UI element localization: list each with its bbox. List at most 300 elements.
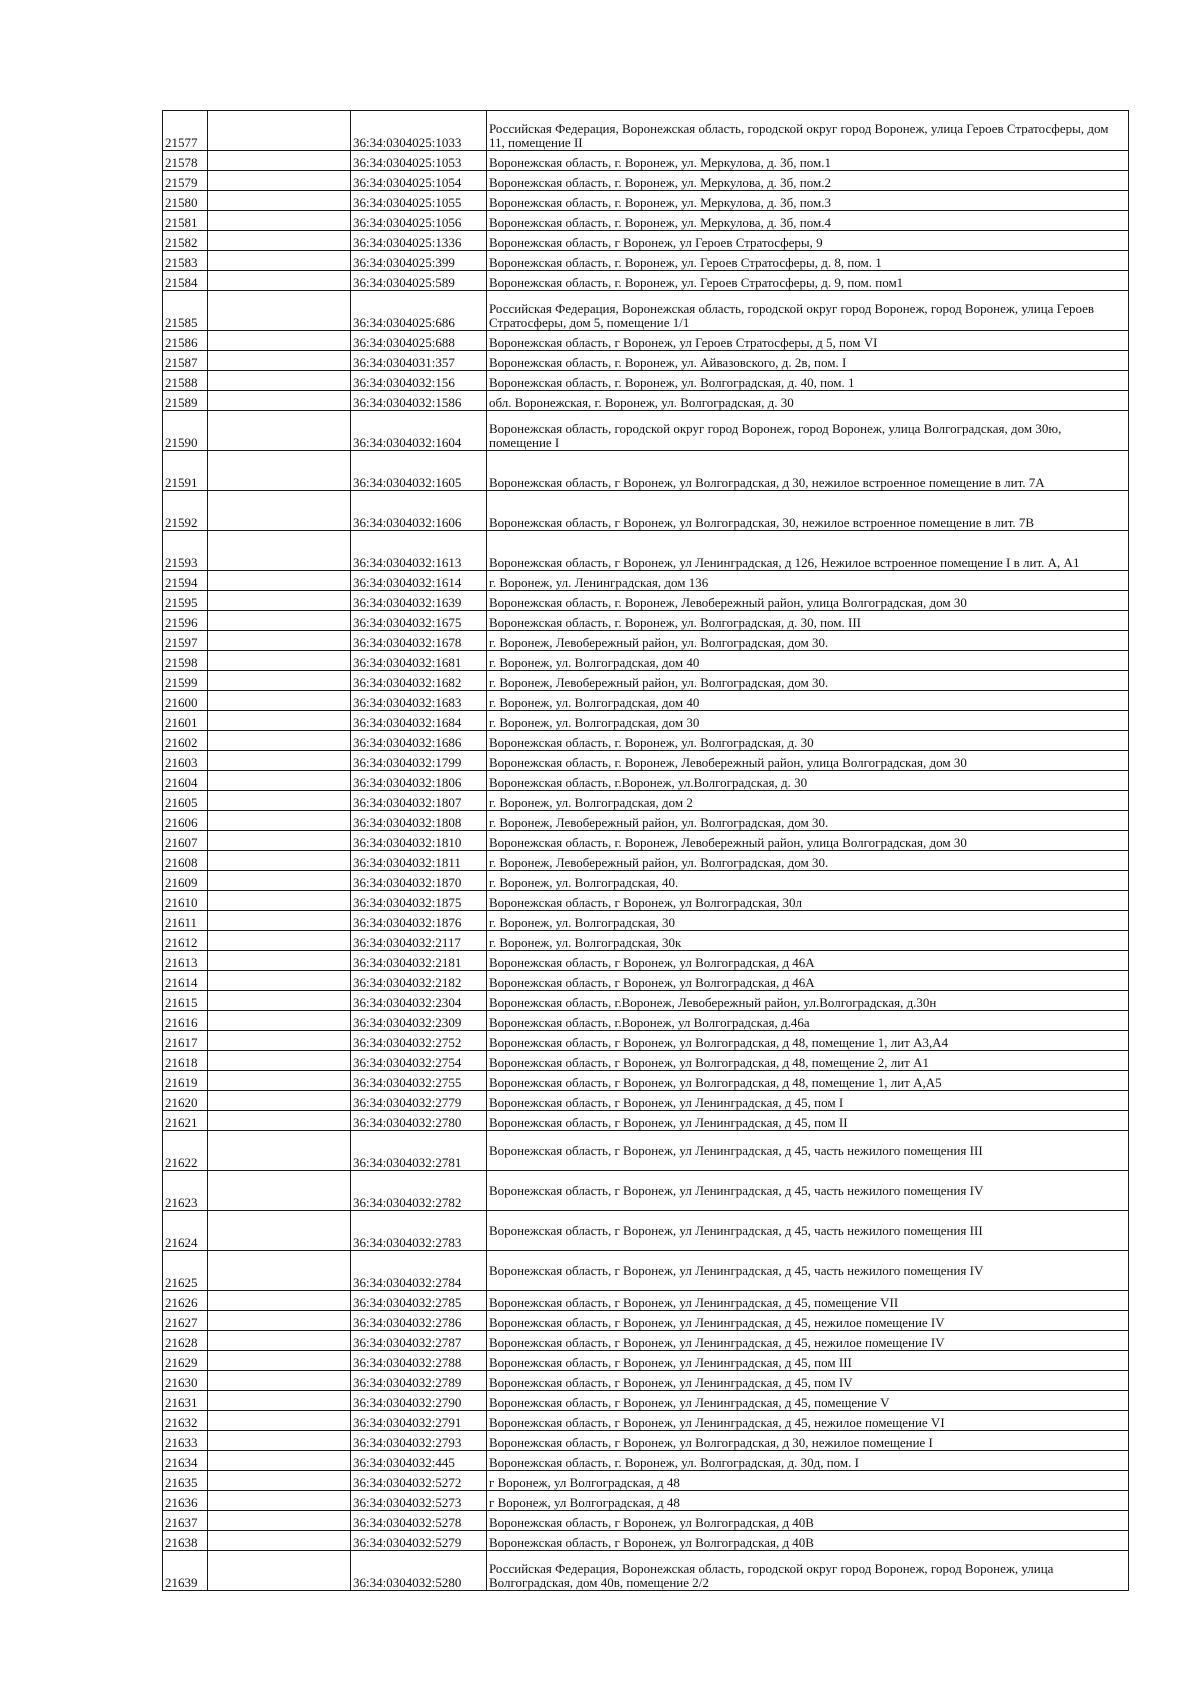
table-row bbox=[163, 671, 1129, 691]
row-number: 21617 bbox=[163, 1031, 208, 1051]
cadastral-number: 36:34:0304032:2181 bbox=[351, 951, 487, 971]
empty-cell bbox=[208, 291, 351, 331]
row-number: 21626 bbox=[163, 1291, 208, 1311]
cadastral-number: 36:34:0304032:5278 bbox=[351, 1511, 487, 1531]
address: г Воронеж, ул Волгоградская, д 48 bbox=[487, 1471, 1129, 1491]
empty-cell bbox=[208, 831, 351, 851]
cadastral-number: 36:34:0304032:2786 bbox=[351, 1311, 487, 1331]
cadastral-number: 36:34:0304025:1033 bbox=[351, 111, 487, 151]
table-row bbox=[163, 1031, 1129, 1051]
empty-cell bbox=[208, 971, 351, 991]
empty-cell bbox=[208, 351, 351, 371]
empty-cell bbox=[208, 1391, 351, 1411]
empty-cell bbox=[208, 1131, 351, 1171]
address: Воронежская область, г. Воронеж, ул. Айвазовского, д. 2в, пом. I bbox=[487, 351, 1129, 371]
address: Воронежская область, г. Воронеж, Левобережный район, улица Волгоградская, дом 30 bbox=[487, 831, 1129, 851]
empty-cell bbox=[208, 911, 351, 931]
cadastral-number: 36:34:0304032:1875 bbox=[351, 891, 487, 911]
empty-cell bbox=[208, 1311, 351, 1331]
cadastral-number: 36:34:0304032:1586 bbox=[351, 391, 487, 411]
empty-cell bbox=[208, 191, 351, 211]
address: Воронежская область, г Воронеж, ул Волгоградская, д 30, нежилое встроенное помещение в лит. 7А bbox=[487, 451, 1129, 491]
empty-cell bbox=[208, 931, 351, 951]
row-number: 21614 bbox=[163, 971, 208, 991]
cadastral-number: 36:34:0304032:2182 bbox=[351, 971, 487, 991]
empty-cell bbox=[208, 411, 351, 451]
cadastral-number: 36:34:0304032:2754 bbox=[351, 1051, 487, 1071]
cadastral-number: 36:34:0304032:2309 bbox=[351, 1011, 487, 1031]
address: Воронежская область, г Воронеж, ул Героев Стратосферы, д 5, пом VI bbox=[487, 331, 1129, 351]
row-number: 21638 bbox=[163, 1531, 208, 1551]
row-number: 21618 bbox=[163, 1051, 208, 1071]
address: г. Воронеж, ул. Волгоградская, дом 40 bbox=[487, 691, 1129, 711]
row-number: 21594 bbox=[163, 571, 208, 591]
row-number: 21590 bbox=[163, 411, 208, 451]
address: г. Воронеж, ул. Волгоградская, 30 bbox=[487, 911, 1129, 931]
row-number: 21588 bbox=[163, 371, 208, 391]
row-number: 21579 bbox=[163, 171, 208, 191]
row-number: 21582 bbox=[163, 231, 208, 251]
address: Воронежская область, г Воронеж, ул Волгоградская, 30л bbox=[487, 891, 1129, 911]
row-number: 21634 bbox=[163, 1451, 208, 1471]
empty-cell bbox=[208, 211, 351, 231]
row-number: 21637 bbox=[163, 1511, 208, 1531]
table-row bbox=[163, 571, 1129, 591]
row-number: 21620 bbox=[163, 1091, 208, 1111]
row-number: 21629 bbox=[163, 1351, 208, 1371]
table-row bbox=[163, 411, 1129, 451]
row-number: 21600 bbox=[163, 691, 208, 711]
cadastral-number: 36:34:0304032:2793 bbox=[351, 1431, 487, 1451]
address: Воронежская область, г Воронеж, ул Ленинградская, д 45, помещение VII bbox=[487, 1291, 1129, 1311]
empty-cell bbox=[208, 811, 351, 831]
empty-cell bbox=[208, 271, 351, 291]
table-row bbox=[163, 1491, 1129, 1511]
address: Воронежская область, г Воронеж, ул Ленинградская, д 126, Нежилое встроенное помещение I в лит. А, А1 bbox=[487, 531, 1129, 571]
table-row bbox=[163, 391, 1129, 411]
address: Воронежская область, г. Воронеж, ул. Героев Стратосферы, д. 8, пом. 1 bbox=[487, 251, 1129, 271]
empty-cell bbox=[208, 1051, 351, 1071]
cadastral-number: 36:34:0304032:5279 bbox=[351, 1531, 487, 1551]
cadastral-number: 36:34:0304032:1684 bbox=[351, 711, 487, 731]
empty-cell bbox=[208, 1291, 351, 1311]
row-number: 21597 bbox=[163, 631, 208, 651]
table-row bbox=[163, 631, 1129, 651]
row-number: 21577 bbox=[163, 111, 208, 151]
row-number: 21615 bbox=[163, 991, 208, 1011]
row-number: 21595 bbox=[163, 591, 208, 611]
table-row bbox=[163, 451, 1129, 491]
row-number: 21599 bbox=[163, 671, 208, 691]
row-number: 21591 bbox=[163, 451, 208, 491]
table-row bbox=[163, 111, 1129, 151]
empty-cell bbox=[208, 1371, 351, 1391]
empty-cell bbox=[208, 1451, 351, 1471]
table-row bbox=[163, 1351, 1129, 1371]
address: Воронежская область, г Воронеж, ул Героев Стратосферы, 9 bbox=[487, 231, 1129, 251]
address: Воронежская область, г Воронеж, ул Ленинградская, д 45, часть нежилого помещения III bbox=[487, 1131, 1129, 1171]
empty-cell bbox=[208, 631, 351, 651]
address: Воронежская область, г Воронеж, ул Ленинградская, д 45, помещение V bbox=[487, 1391, 1129, 1411]
empty-cell bbox=[208, 1111, 351, 1131]
cadastral-number: 36:34:0304032:2117 bbox=[351, 931, 487, 951]
empty-cell bbox=[208, 1091, 351, 1111]
row-number: 21583 bbox=[163, 251, 208, 271]
table-row bbox=[163, 651, 1129, 671]
address: Воронежская область, г. Воронеж, Левобережный район, улица Волгоградская, дом 30 bbox=[487, 751, 1129, 771]
row-number: 21621 bbox=[163, 1111, 208, 1131]
row-number: 21586 bbox=[163, 331, 208, 351]
row-number: 21609 bbox=[163, 871, 208, 891]
table-row bbox=[163, 891, 1129, 911]
table-row bbox=[163, 1311, 1129, 1331]
address: Воронежская область, г Воронеж, ул Волгоградская, д 30, нежилое помещение I bbox=[487, 1431, 1129, 1451]
cadastral-number: 36:34:0304032:1807 bbox=[351, 791, 487, 811]
table-row bbox=[163, 231, 1129, 251]
table-row bbox=[163, 851, 1129, 871]
cadastral-number: 36:34:0304032:2779 bbox=[351, 1091, 487, 1111]
cadastral-number: 36:34:0304032:1613 bbox=[351, 531, 487, 571]
address: Воронежская область, г Воронеж, ул Ленинградская, д 45, нежилое помещение IV bbox=[487, 1331, 1129, 1351]
cadastral-number: 36:34:0304025:1336 bbox=[351, 231, 487, 251]
row-number: 21639 bbox=[163, 1551, 208, 1591]
address: Воронежская область, г. Воронеж, ул. Меркулова, д. 3б, пом.2 bbox=[487, 171, 1129, 191]
cadastral-number: 36:34:0304032:2789 bbox=[351, 1371, 487, 1391]
empty-cell bbox=[208, 111, 351, 151]
empty-cell bbox=[208, 1471, 351, 1491]
row-number: 21622 bbox=[163, 1131, 208, 1171]
row-number: 21602 bbox=[163, 731, 208, 751]
empty-cell bbox=[208, 531, 351, 571]
cadastral-number: 36:34:0304025:1055 bbox=[351, 191, 487, 211]
table-row bbox=[163, 871, 1129, 891]
empty-cell bbox=[208, 1491, 351, 1511]
cadastral-number: 36:34:0304025:688 bbox=[351, 331, 487, 351]
address: Воронежская область, г. Воронеж, ул. Меркулова, д. 3б, пом.4 bbox=[487, 211, 1129, 231]
empty-cell bbox=[208, 151, 351, 171]
table-row bbox=[163, 1211, 1129, 1251]
table-row bbox=[163, 1391, 1129, 1411]
address: г. Воронеж, Левобережный район, ул. Волгоградская, дом 30. bbox=[487, 811, 1129, 831]
cadastral-number: 36:34:0304025:589 bbox=[351, 271, 487, 291]
table-row bbox=[163, 731, 1129, 751]
empty-cell bbox=[208, 591, 351, 611]
cadastral-number: 36:34:0304032:2304 bbox=[351, 991, 487, 1011]
table-row bbox=[163, 771, 1129, 791]
table-row bbox=[163, 191, 1129, 211]
cadastral-number: 36:34:0304032:1681 bbox=[351, 651, 487, 671]
empty-cell bbox=[208, 611, 351, 631]
row-number: 21605 bbox=[163, 791, 208, 811]
table-row bbox=[163, 1251, 1129, 1291]
address: Воронежская область, г Воронеж, ул Волгоградская, д 48, помещение 2, лит А1 bbox=[487, 1051, 1129, 1071]
address: Воронежская область, г.Воронеж, ул Волгоградская, д.46а bbox=[487, 1011, 1129, 1031]
cadastral-number: 36:34:0304032:1870 bbox=[351, 871, 487, 891]
register-body bbox=[163, 111, 1129, 1591]
empty-cell bbox=[208, 391, 351, 411]
table-row bbox=[163, 1551, 1129, 1591]
cadastral-number: 36:34:0304025:1056 bbox=[351, 211, 487, 231]
empty-cell bbox=[208, 571, 351, 591]
table-row bbox=[163, 1531, 1129, 1551]
table-row bbox=[163, 1111, 1129, 1131]
table-row bbox=[163, 951, 1129, 971]
address: Воронежская область, г. Воронеж, ул. Меркулова, д. 3б, пом.3 bbox=[487, 191, 1129, 211]
address: Воронежская область, г Воронеж, ул Ленинградская, д 45, пом I bbox=[487, 1091, 1129, 1111]
table-row bbox=[163, 831, 1129, 851]
cadastral-number: 36:34:0304032:1686 bbox=[351, 731, 487, 751]
row-number: 21608 bbox=[163, 851, 208, 871]
cadastral-number: 36:34:0304032:1799 bbox=[351, 751, 487, 771]
row-number: 21633 bbox=[163, 1431, 208, 1451]
empty-cell bbox=[208, 371, 351, 391]
table-row bbox=[163, 1051, 1129, 1071]
row-number: 21632 bbox=[163, 1411, 208, 1431]
address: Воронежская область, г Воронеж, ул Волгоградская, д 46А bbox=[487, 971, 1129, 991]
address: Российская Федерация, Воронежская область, городской округ город Воронеж, город Воронеж, улица Героев Стратосферы, дом 5, помещение 1/1 bbox=[487, 291, 1129, 331]
address: Воронежская область, г Воронеж, ул Ленинградская, д 45, часть нежилого помещения IV bbox=[487, 1251, 1129, 1291]
empty-cell bbox=[208, 711, 351, 731]
empty-cell bbox=[208, 731, 351, 751]
empty-cell bbox=[208, 1171, 351, 1211]
row-number: 21603 bbox=[163, 751, 208, 771]
address: Воронежская область, г Воронеж, ул Ленинградская, д 45, пом III bbox=[487, 1351, 1129, 1371]
address: Воронежская область, г Воронеж, ул Волгоградская, д 48, помещение 1, лит А,А5 bbox=[487, 1071, 1129, 1091]
cadastral-number: 36:34:0304032:1606 bbox=[351, 491, 487, 531]
table-row bbox=[163, 211, 1129, 231]
address: Воронежская область, г Воронеж, ул Ленинградская, д 45, пом IV bbox=[487, 1371, 1129, 1391]
empty-cell bbox=[208, 1331, 351, 1351]
row-number: 21584 bbox=[163, 271, 208, 291]
address: Российская Федерация, Воронежская область, городской округ город Воронеж, улица Героев Стратосферы, дом 11, помещение II bbox=[487, 111, 1129, 151]
cadastral-number: 36:34:0304025:1054 bbox=[351, 171, 487, 191]
table-row bbox=[163, 711, 1129, 731]
cadastral-number: 36:34:0304032:1604 bbox=[351, 411, 487, 451]
row-number: 21630 bbox=[163, 1371, 208, 1391]
table-row bbox=[163, 611, 1129, 631]
empty-cell bbox=[208, 871, 351, 891]
table-row bbox=[163, 1071, 1129, 1091]
empty-cell bbox=[208, 1551, 351, 1591]
address: г Воронеж, ул Волгоградская, д 48 bbox=[487, 1491, 1129, 1511]
row-number: 21604 bbox=[163, 771, 208, 791]
table-row bbox=[163, 1331, 1129, 1351]
cadastral-number: 36:34:0304032:1808 bbox=[351, 811, 487, 831]
address: Воронежская область, г. Воронеж, Левобережный район, улица Волгоградская, дом 30 bbox=[487, 591, 1129, 611]
address: Воронежская область, г Воронеж, ул Ленинградская, д 45, часть нежилого помещения III bbox=[487, 1211, 1129, 1251]
address: Воронежская область, г Воронеж, ул Волгоградская, д 40В bbox=[487, 1511, 1129, 1531]
row-number: 21619 bbox=[163, 1071, 208, 1091]
row-number: 21624 bbox=[163, 1211, 208, 1251]
table-row bbox=[163, 271, 1129, 291]
address: обл. Воронежская, г. Воронеж, ул. Волгоградская, д. 30 bbox=[487, 391, 1129, 411]
table-row bbox=[163, 691, 1129, 711]
table-row bbox=[163, 1171, 1129, 1211]
address: Российская Федерация, Воронежская область, городской округ город Воронеж, город Воронеж, улица Волгоградская, дом 40в, помещение 2/2 bbox=[487, 1551, 1129, 1591]
address: г. Воронеж, ул. Волгоградская, дом 30 bbox=[487, 711, 1129, 731]
table-row bbox=[163, 531, 1129, 571]
table-row bbox=[163, 351, 1129, 371]
cadastral-number: 36:34:0304032:2781 bbox=[351, 1131, 487, 1171]
cadastral-number: 36:34:0304032:1876 bbox=[351, 911, 487, 931]
address: Воронежская область, г Воронеж, ул Волгоградская, 30, нежилое встроенное помещение в лит. 7В bbox=[487, 491, 1129, 531]
address: Воронежская область, г Воронеж, ул Волгоградская, д 40В bbox=[487, 1531, 1129, 1551]
address: г. Воронеж, Левобережный район, ул. Волгоградская, дом 30. bbox=[487, 851, 1129, 871]
cadastral-number: 36:34:0304032:1675 bbox=[351, 611, 487, 631]
cadastral-number: 36:34:0304031:357 bbox=[351, 351, 487, 371]
table-row bbox=[163, 371, 1129, 391]
address: Воронежская область, г Воронеж, ул Ленинградская, д 45, нежилое помещение IV bbox=[487, 1311, 1129, 1331]
address: Воронежская область, г Воронеж, ул Ленинградская, д 45, пом II bbox=[487, 1111, 1129, 1131]
table-row bbox=[163, 171, 1129, 191]
address: Воронежская область, г.Воронеж, Левобережный район, ул.Волгоградская, д.30н bbox=[487, 991, 1129, 1011]
row-number: 21623 bbox=[163, 1171, 208, 1211]
empty-cell bbox=[208, 1011, 351, 1031]
empty-cell bbox=[208, 491, 351, 531]
address: г. Воронеж, ул. Ленинградская, дом 136 bbox=[487, 571, 1129, 591]
table-row bbox=[163, 991, 1129, 1011]
cadastral-number: 36:34:0304025:399 bbox=[351, 251, 487, 271]
address: г. Воронеж, ул. Волгоградская, дом 40 bbox=[487, 651, 1129, 671]
cadastral-number: 36:34:0304025:1053 bbox=[351, 151, 487, 171]
empty-cell bbox=[208, 251, 351, 271]
row-number: 21631 bbox=[163, 1391, 208, 1411]
cadastral-number: 36:34:0304032:1683 bbox=[351, 691, 487, 711]
row-number: 21636 bbox=[163, 1491, 208, 1511]
register-table bbox=[162, 110, 1129, 1591]
address: Воронежская область, г Воронеж, ул Волгоградская, д 46А bbox=[487, 951, 1129, 971]
row-number: 21580 bbox=[163, 191, 208, 211]
cadastral-number: 36:34:0304032:1810 bbox=[351, 831, 487, 851]
table-row bbox=[163, 1011, 1129, 1031]
address: г. Воронеж, ул. Волгоградская, 30к bbox=[487, 931, 1129, 951]
table-row bbox=[163, 1471, 1129, 1491]
cadastral-number: 36:34:0304032:5272 bbox=[351, 1471, 487, 1491]
cadastral-number: 36:34:0304032:2788 bbox=[351, 1351, 487, 1371]
table-row bbox=[163, 971, 1129, 991]
empty-cell bbox=[208, 951, 351, 971]
address: Воронежская область, г. Воронеж, ул. Волгоградская, д. 30, пом. III bbox=[487, 611, 1129, 631]
empty-cell bbox=[208, 331, 351, 351]
cadastral-number: 36:34:0304032:156 bbox=[351, 371, 487, 391]
row-number: 21625 bbox=[163, 1251, 208, 1291]
row-number: 21601 bbox=[163, 711, 208, 731]
row-number: 21589 bbox=[163, 391, 208, 411]
row-number: 21612 bbox=[163, 931, 208, 951]
empty-cell bbox=[208, 1211, 351, 1251]
cadastral-number: 36:34:0304032:2791 bbox=[351, 1411, 487, 1431]
address: Воронежская область, г Воронеж, ул Волгоградская, д 48, помещение 1, лит А3,А4 bbox=[487, 1031, 1129, 1051]
cadastral-number: 36:34:0304032:445 bbox=[351, 1451, 487, 1471]
table-row bbox=[163, 591, 1129, 611]
empty-cell bbox=[208, 691, 351, 711]
table-row bbox=[163, 1511, 1129, 1531]
row-number: 21592 bbox=[163, 491, 208, 531]
empty-cell bbox=[208, 1511, 351, 1531]
empty-cell bbox=[208, 751, 351, 771]
address: Воронежская область, г. Воронеж, ул. Волгоградская, д. 30д, пом. I bbox=[487, 1451, 1129, 1471]
cadastral-number: 36:34:0304032:2755 bbox=[351, 1071, 487, 1091]
empty-cell bbox=[208, 851, 351, 871]
cadastral-number: 36:34:0304032:1682 bbox=[351, 671, 487, 691]
empty-cell bbox=[208, 671, 351, 691]
table-row bbox=[163, 811, 1129, 831]
row-number: 21585 bbox=[163, 291, 208, 331]
cadastral-number: 36:34:0304032:2787 bbox=[351, 1331, 487, 1351]
row-number: 21598 bbox=[163, 651, 208, 671]
cadastral-number: 36:34:0304032:2783 bbox=[351, 1211, 487, 1251]
cadastral-number: 36:34:0304032:1605 bbox=[351, 451, 487, 491]
table-row bbox=[163, 291, 1129, 331]
cadastral-number: 36:34:0304032:5280 bbox=[351, 1551, 487, 1591]
address: г. Воронеж, Левобережный район, ул. Волгоградская, дом 30. bbox=[487, 671, 1129, 691]
table-row bbox=[163, 1091, 1129, 1111]
row-number: 21610 bbox=[163, 891, 208, 911]
table-row bbox=[163, 151, 1129, 171]
row-number: 21581 bbox=[163, 211, 208, 231]
cadastral-number: 36:34:0304032:2790 bbox=[351, 1391, 487, 1411]
empty-cell bbox=[208, 891, 351, 911]
table-row bbox=[163, 931, 1129, 951]
empty-cell bbox=[208, 991, 351, 1011]
cadastral-number: 36:34:0304032:2782 bbox=[351, 1171, 487, 1211]
table-row bbox=[163, 791, 1129, 811]
cadastral-number: 36:34:0304032:2780 bbox=[351, 1111, 487, 1131]
empty-cell bbox=[208, 1071, 351, 1091]
table-row bbox=[163, 1451, 1129, 1471]
row-number: 21627 bbox=[163, 1311, 208, 1331]
address: Воронежская область, г Воронеж, ул Ленинградская, д 45, часть нежилого помещения IV bbox=[487, 1171, 1129, 1211]
address: Воронежская область, г. Воронеж, ул. Волгоградская, д. 30 bbox=[487, 731, 1129, 751]
row-number: 21587 bbox=[163, 351, 208, 371]
table-row bbox=[163, 751, 1129, 771]
row-number: 21593 bbox=[163, 531, 208, 571]
table-row bbox=[163, 491, 1129, 531]
row-number: 21611 bbox=[163, 911, 208, 931]
cadastral-number: 36:34:0304032:2784 bbox=[351, 1251, 487, 1291]
address: Воронежская область, г. Воронеж, ул. Волгоградская, д. 40, пом. 1 bbox=[487, 371, 1129, 391]
cadastral-number: 36:34:0304032:2752 bbox=[351, 1031, 487, 1051]
address: Воронежская область, г. Воронеж, ул. Меркулова, д. 3б, пом.1 bbox=[487, 151, 1129, 171]
row-number: 21596 bbox=[163, 611, 208, 631]
cadastral-number: 36:34:0304025:686 bbox=[351, 291, 487, 331]
address: Воронежская область, городской округ город Воронеж, город Воронеж, улица Волгоградская, дом 30ю, помещение I bbox=[487, 411, 1129, 451]
empty-cell bbox=[208, 231, 351, 251]
empty-cell bbox=[208, 1411, 351, 1431]
address: Воронежская область, г Воронеж, ул Ленинградская, д 45, нежилое помещение VI bbox=[487, 1411, 1129, 1431]
empty-cell bbox=[208, 171, 351, 191]
cadastral-number: 36:34:0304032:1678 bbox=[351, 631, 487, 651]
address: г. Воронеж, ул. Волгоградская, дом 2 bbox=[487, 791, 1129, 811]
address: г. Воронеж, ул. Волгоградская, 40. bbox=[487, 871, 1129, 891]
cadastral-number: 36:34:0304032:5273 bbox=[351, 1491, 487, 1511]
row-number: 21616 bbox=[163, 1011, 208, 1031]
table-row bbox=[163, 911, 1129, 931]
empty-cell bbox=[208, 451, 351, 491]
empty-cell bbox=[208, 1351, 351, 1371]
cadastral-number: 36:34:0304032:2785 bbox=[351, 1291, 487, 1311]
table-row bbox=[163, 1431, 1129, 1451]
row-number: 21635 bbox=[163, 1471, 208, 1491]
table-row bbox=[163, 1411, 1129, 1431]
cadastral-number: 36:34:0304032:1614 bbox=[351, 571, 487, 591]
table-row bbox=[163, 251, 1129, 271]
empty-cell bbox=[208, 791, 351, 811]
address: Воронежская область, г.Воронеж, ул.Волгоградская, д. 30 bbox=[487, 771, 1129, 791]
address: Воронежская область, г. Воронеж, ул. Героев Стратосферы, д. 9, пом. пом1 bbox=[487, 271, 1129, 291]
cadastral-number: 36:34:0304032:1811 bbox=[351, 851, 487, 871]
row-number: 21613 bbox=[163, 951, 208, 971]
